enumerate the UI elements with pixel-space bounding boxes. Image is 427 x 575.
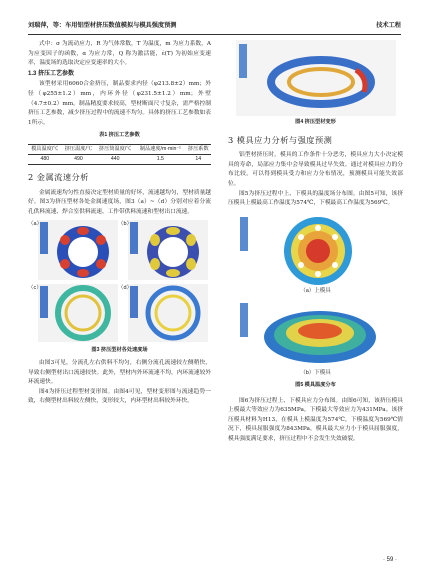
panel-label-d: （d） xyxy=(118,285,133,292)
figure-3 xyxy=(28,220,211,344)
paragraph-stress-analysis: 图6为挤压过程上、下模具应力分布图。由图6可知，该挤压模具上模最大等效应力为635MPa，下模最大等效应力为431MPa。该挤压模具材料为H13，在模具上模温度为574℃，下模温度为569℃情况下，模具屈服强度为843MPa，模具最大应力小于模具屈服强度，模具强度满足要求，挤压过程中不会发生失效破裂。 xyxy=(228,397,403,442)
table-header-cell: 制品速度/m·min⁻¹ xyxy=(139,145,181,152)
running-header xyxy=(28,20,401,34)
left-column xyxy=(28,40,211,407)
paragraph-formula-notes: 式中：σ 为流动应力，R 为气体常数，T 为温度，m 为应力系数，A 为应变因子的函数，α 为应力常，Q 称为激活能，ε̇(T) 为初始应变速率，温度场的选取决定应变速率的大小。 xyxy=(28,41,211,67)
panel-b-velocity xyxy=(128,220,208,280)
paragraph-temperature: 图5为挤压过程中上、下模具的温度场分布图。由图5可知，该挤压模具上模最高工作温度为574℃，下模最高工作温度为569℃。 xyxy=(228,190,403,207)
table-header-cell: 挤压温度/℃ xyxy=(64,145,93,152)
panel-d-velocity xyxy=(128,284,208,342)
figure-5a-label: （a）上模具 xyxy=(300,287,331,294)
figure-4 xyxy=(236,40,403,116)
section-3-heading: 3 模具应力分析与强度预测 xyxy=(228,134,333,145)
page-number: · 59 · xyxy=(382,557,397,563)
section-1-3-heading: 1.3 挤压工艺参数 xyxy=(28,70,75,77)
figure-5-caption: 图5 模具温度分布 xyxy=(295,381,336,388)
figure-5a xyxy=(238,213,403,287)
paragraph-process-params: 该型材采用6060合金挤压，制品要求内径（φ213.8±2）mm；外径（φ255±1.2）mm，内环外径（φ231.5±1.2）mm；外壁（4.7±0.2）mm。制品精度要求较高，型材断面尺寸复杂，需严格控制挤压工艺参数，减少挤压过程中的流速不均匀。具体的挤压工艺参数如表1所示。 xyxy=(28,81,211,126)
upper-die-temperature xyxy=(238,213,388,287)
paragraph-fig4-analysis: 图4为挤压过程型材变形图。由图4可见，型材变形图与流速趋势一致，右侧型材出料较左侧快，变形较大，内环型材出料较外环快。 xyxy=(28,388,211,405)
table-header-cell: 挤压筒温度/℃ xyxy=(98,145,132,152)
process-params-table xyxy=(28,144,211,165)
table-header-row xyxy=(28,144,211,154)
header-right: 技术工程 xyxy=(376,22,401,29)
paragraph-fig3-analysis: 由图3可见，分流孔左右供料不均匀，右侧分流孔流速较左侧稍快，导致右侧型材出口流速较快。此外，型材内外环流速不均，内环流速较外环流速快。 xyxy=(28,359,211,386)
table-1-caption: 表1 挤压工艺参数 xyxy=(99,132,140,139)
table-cell: 480 xyxy=(40,155,50,162)
table-cell: 14 xyxy=(195,155,202,162)
table-cell: 1.5 xyxy=(156,155,164,162)
right-column xyxy=(228,40,403,445)
deformation-figure xyxy=(236,40,396,116)
table-header-cell: 挤压系数 xyxy=(187,145,209,152)
figure-5b xyxy=(238,299,403,369)
table-header-cell: 模具温度/℃ xyxy=(31,145,59,152)
figure-5b-label: （b）下模具 xyxy=(300,370,331,377)
table-row xyxy=(28,154,211,164)
figure-4-caption: 图4 挤压型材变形 xyxy=(295,119,336,125)
header-rule xyxy=(28,34,401,35)
table-cell: 490 xyxy=(74,155,83,162)
figure-3-caption: 图3 挤压型材各处速度场 xyxy=(91,347,148,354)
table-cell: 440 xyxy=(110,155,120,162)
paragraph-flow-intro: 金属流速均匀性直接决定型材质量的好坏，流速越均匀，型材质量越好。图3为挤压型材各处金属速度场，图3（a）~（d）分别对应着分流孔供料流速、焊合室供料流速、工作带供料流速和型材出口流速。 xyxy=(28,189,211,215)
panel-label-c: （c） xyxy=(28,285,42,292)
panel-a-velocity xyxy=(38,220,118,280)
paragraph-die-conditions: 铝型材挤压时，模具的工作条件十分恶劣，模具应力大小决定模具的寿命，局部应力集中会导致模具过早失效。通过对模具应力的分布比较，可以得到模具受力和应力分布情况，预测模具可能失效部位。 xyxy=(228,152,403,187)
lower-die-temperature xyxy=(238,299,388,369)
panel-label-b: （b） xyxy=(118,221,133,228)
section-2-heading: 2 金属流速分析 xyxy=(28,171,89,182)
panel-c-velocity xyxy=(38,284,118,342)
velocity-field-figure xyxy=(28,220,211,344)
header-left: 刘瑞萍，等：车用铝型材挤压数值模拟与模具强度预测 xyxy=(28,22,177,29)
panel-label-a: （a） xyxy=(28,221,43,228)
